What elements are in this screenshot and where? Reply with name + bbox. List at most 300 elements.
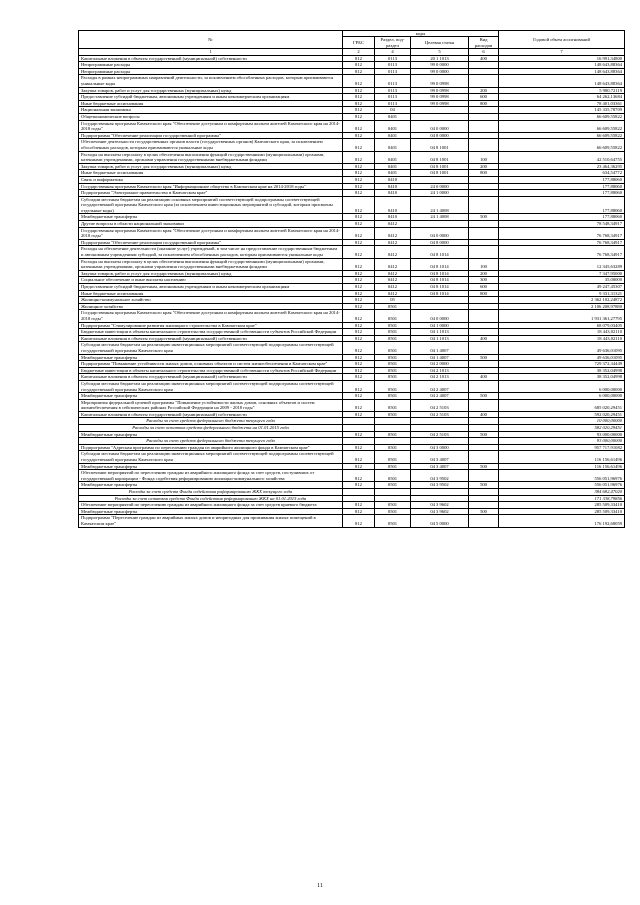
row-grbs: 812 xyxy=(343,502,375,509)
table-row xyxy=(79,62,625,69)
row-target-article xyxy=(411,418,469,425)
row-section: 0501 xyxy=(375,451,411,463)
row-grbs: 812 xyxy=(343,284,375,291)
row-amount: 64 262,13684 xyxy=(499,94,625,101)
row-grbs: 812 xyxy=(343,113,375,120)
table-row xyxy=(79,246,625,258)
row-expense-type xyxy=(469,418,499,425)
row-grbs: 812 xyxy=(343,399,375,411)
row-grbs: 812 xyxy=(343,87,375,94)
row-amount: 171 338,79856 xyxy=(499,495,625,502)
row-amount: 685 020,29451 xyxy=(499,399,625,411)
row-name: Межбюджетные трансферты xyxy=(79,431,343,438)
table-row xyxy=(79,107,625,114)
row-amount: 2 106 208,97880 xyxy=(499,303,625,310)
row-expense-type: 400 xyxy=(469,335,499,342)
table-row xyxy=(79,176,625,183)
row-section: 0410 xyxy=(375,196,411,214)
row-name: Закупка товаров, работ и услуг для государственных (муниципальных) нужд xyxy=(79,87,343,94)
row-expense-type: 400 xyxy=(469,411,499,418)
row-section: 0113 xyxy=(375,75,411,87)
row-name: Обеспечение деятельности государственных органов власти (государственных органов) Камчатского края, за исключением обособленных расходов, которым присваиваются уникальные коды xyxy=(79,139,343,151)
row-target-article xyxy=(411,425,469,432)
row-section: 0113 xyxy=(375,94,411,101)
row-section: 0501 xyxy=(375,335,411,342)
row-name: Расходы за счет средств Фонда содействия реформированию ЖКХ текущего года xyxy=(79,489,343,496)
row-amount: 42 510,64755 xyxy=(499,151,625,163)
row-amount: 9 331,31321 xyxy=(499,290,625,297)
row-amount: 18 443,02110 xyxy=(499,335,625,342)
row-section: 0501 xyxy=(375,310,411,322)
row-grbs: 812 xyxy=(343,246,375,258)
row-amount: 93 000,00000 xyxy=(499,438,625,445)
row-grbs: 812 xyxy=(343,139,375,151)
row-amount: 66 609,55822 xyxy=(499,139,625,151)
row-target-article: 99 0 0000 xyxy=(411,68,469,75)
row-target-article xyxy=(411,489,469,496)
row-section: 0113 xyxy=(375,87,411,94)
row-name: Капитальные вложения в объекты государственной (муниципальной) собственности xyxy=(79,411,343,418)
row-amount: 285 509,33410 xyxy=(499,508,625,515)
row-section: 0501 xyxy=(375,354,411,361)
row-target-article: 24 1 4008 xyxy=(411,196,469,214)
row-expense-type xyxy=(469,310,499,322)
row-target-article: 04 8 1001 xyxy=(411,163,469,170)
row-amount: 6 000,00000 xyxy=(499,380,625,392)
row-section: 0501 xyxy=(375,515,411,527)
table-row xyxy=(79,139,625,151)
row-expense-type: 500 xyxy=(469,214,499,221)
row-target-article: 99 0 0998 xyxy=(411,87,469,94)
row-target-article: 04 8 1014 xyxy=(411,258,469,270)
table-row xyxy=(79,113,625,120)
row-amount: 18 443,02110 xyxy=(499,329,625,336)
row-section: 0401 xyxy=(375,163,411,170)
row-expense-type: 800 xyxy=(469,290,499,297)
row-amount: 66 609,55822 xyxy=(499,120,625,132)
table-row xyxy=(79,399,625,411)
row-amount: 177,88060 xyxy=(499,196,625,214)
row-name: Общеэкономические вопросы xyxy=(79,113,343,120)
row-target-article xyxy=(411,495,469,502)
table-row xyxy=(79,482,625,489)
row-grbs: 812 xyxy=(343,55,375,62)
row-amount: 78 401,03361 xyxy=(499,100,625,107)
header-target-article: Целевая статья xyxy=(411,37,469,49)
row-section: 0412 xyxy=(375,246,411,258)
row-target-article: 04 0 0000 xyxy=(411,310,469,322)
row-amount: 148 643,88364 xyxy=(499,68,625,75)
row-section: 0113 xyxy=(375,68,411,75)
row-expense-type: 500 xyxy=(469,431,499,438)
row-expense-type: 600 xyxy=(469,94,499,101)
row-grbs: 812 xyxy=(343,196,375,214)
row-grbs: 812 xyxy=(343,380,375,392)
row-name: Капитальные вложения в объекты государственной (муниципальной) собственности xyxy=(79,55,343,62)
row-target-article xyxy=(411,438,469,445)
row-expense-type: 100 xyxy=(469,258,499,270)
row-amount: 1 931 361,27795 xyxy=(499,310,625,322)
row-target-article xyxy=(411,297,469,304)
row-expense-type: 400 xyxy=(469,55,499,62)
column-number: 4 xyxy=(375,49,411,55)
row-amount: 38 352,04998 xyxy=(499,374,625,381)
row-name: Подпрограмма "Повышение устойчивости жилых домов, основных объектов и систем жизнеобеспечения в Камчатском крае" xyxy=(79,361,343,368)
row-target-article: 99 0 0998 xyxy=(411,94,469,101)
row-expense-type xyxy=(469,361,499,368)
row-expense-type xyxy=(469,399,499,411)
row-name: Межбюджетные трансферты xyxy=(79,463,343,470)
row-amount: 116 156,61496 xyxy=(499,463,625,470)
row-amount: 76 768,34917 xyxy=(499,239,625,246)
row-name: Межбюджетные трансферты xyxy=(79,482,343,489)
header-number: № xyxy=(79,31,343,49)
table-row xyxy=(79,55,625,62)
row-target-article: 04 2 4007 xyxy=(411,393,469,400)
table-row xyxy=(79,374,625,381)
row-grbs: 812 xyxy=(343,354,375,361)
row-grbs: 812 xyxy=(343,342,375,354)
row-section: 0501 xyxy=(375,303,411,310)
row-name: Социальное обеспечение и иные выплаты населению xyxy=(79,277,343,284)
table-row xyxy=(79,297,625,304)
row-expense-type xyxy=(469,246,499,258)
row-grbs: 812 xyxy=(343,270,375,277)
row-name: Иные бюджетные ассигнования xyxy=(79,290,343,297)
table-row xyxy=(79,221,625,228)
row-grbs: 812 xyxy=(343,367,375,374)
row-expense-type xyxy=(469,68,499,75)
row-grbs: 812 xyxy=(343,329,375,336)
row-name: Мероприятия федеральной целевой программы "Повышение устойчивости жилых домов, основных объектов и систем жизнеобеспечения в сейсмических районах Российской Федерации на 2009 - 2018 годы" xyxy=(79,399,343,411)
row-section: 0501 xyxy=(375,508,411,515)
row-section: 0410 xyxy=(375,183,411,190)
row-name: Жилищно-коммунальное хозяйство xyxy=(79,297,343,304)
row-section xyxy=(375,495,411,502)
row-expense-type xyxy=(469,380,499,392)
table-row xyxy=(79,100,625,107)
row-grbs: 812 xyxy=(343,107,375,114)
row-amount: 148 643,88364 xyxy=(499,75,625,87)
row-target-article: 04 3 9502 xyxy=(411,482,469,489)
row-section: 0412 xyxy=(375,258,411,270)
row-target-article: 04 3 4007 xyxy=(411,463,469,470)
row-name: Государственная программа Камчатского края "Обеспечение доступным и комфортным жильем жителей Камчатского края на 2014-2018 годы" xyxy=(79,120,343,132)
column-number: 6 xyxy=(469,49,499,55)
table-row xyxy=(79,151,625,163)
row-target-article: 04 2 1013 xyxy=(411,374,469,381)
header-annual-volume: Годовой объем ассигнований xyxy=(499,31,625,49)
row-expense-type: 500 xyxy=(469,508,499,515)
table-row xyxy=(79,258,625,270)
row-expense-type xyxy=(469,322,499,329)
budget-table xyxy=(78,30,625,528)
row-amount: 38 352,04998 xyxy=(499,367,625,374)
row-grbs xyxy=(343,418,375,425)
row-grbs: 812 xyxy=(343,508,375,515)
row-section: 0501 xyxy=(375,342,411,354)
row-target-article: 04 0 0000 xyxy=(411,120,469,132)
row-expense-type: 500 xyxy=(469,393,499,400)
row-name: Субсидии местным бюджетам на реализацию инвестиционных мероприятий соответствующей подпрограммы соответствующей государственной программы Камчатского края xyxy=(79,380,343,392)
header-grbs: ГРБС xyxy=(343,37,375,49)
row-name: Государственная программа Камчатского края "Информационное общество в Камчатском крае на 2014-2018 годы" xyxy=(79,183,343,190)
row-grbs: 812 xyxy=(343,361,375,368)
row-name: Подпрограмма "Электронное правительство в Камчатском крае" xyxy=(79,190,343,197)
row-amount: 49 636,01095 xyxy=(499,354,625,361)
row-name: Другие вопросы в области национальной экономики xyxy=(79,221,343,228)
row-name: Иные бюджетные ассигнования xyxy=(79,100,343,107)
row-grbs: 812 xyxy=(343,75,375,87)
row-section xyxy=(375,418,411,425)
row-section: 0412 xyxy=(375,227,411,239)
row-expense-type: 400 xyxy=(469,374,499,381)
row-target-article xyxy=(411,107,469,114)
row-grbs: 812 xyxy=(343,463,375,470)
table-row-note xyxy=(79,438,625,445)
row-target-article: 04 8 1014 xyxy=(411,290,469,297)
row-section: 0501 xyxy=(375,411,411,418)
row-name: Предоставление субсидий бюджетным, автономным учреждениям и иным некоммерческим организациям xyxy=(79,94,343,101)
row-section: 0113 xyxy=(375,100,411,107)
row-name: Расходы за счет остатков средств федерального бюджета на 01.01.2015 года xyxy=(79,425,343,432)
row-name: Подпрограмма "Обеспечение реализации государственной программы" xyxy=(79,132,343,139)
row-section: 05 xyxy=(375,297,411,304)
row-expense-type: 500 xyxy=(469,482,499,489)
row-expense-type xyxy=(469,342,499,354)
row-section: 0401 xyxy=(375,113,411,120)
row-section: 0501 xyxy=(375,502,411,509)
row-grbs: 812 xyxy=(343,214,375,221)
row-expense-type xyxy=(469,183,499,190)
row-grbs: 812 xyxy=(343,470,375,482)
row-name: Иные бюджетные ассигнования xyxy=(79,170,343,177)
table-row xyxy=(79,94,625,101)
row-expense-type xyxy=(469,176,499,183)
row-amount: 68 079,03405 xyxy=(499,322,625,329)
row-amount: 76 768,34917 xyxy=(499,246,625,258)
table-row xyxy=(79,354,625,361)
table-row-note xyxy=(79,495,625,502)
row-target-article: 04 3 9602 xyxy=(411,502,469,509)
row-section: 0113 xyxy=(375,55,411,62)
row-name: Подпрограмма "Адресная программа по переселению граждан из аварийного жилищного фонда в Камчатском крае" xyxy=(79,444,343,451)
row-amount: 177,88060 xyxy=(499,214,625,221)
page-number: 11 xyxy=(317,883,323,889)
row-amount: 177,88060 xyxy=(499,176,625,183)
row-name: Расходы за счет средств федерального бюджета текущего года xyxy=(79,418,343,425)
row-target-article: 04 8 1014 xyxy=(411,284,469,291)
row-grbs: 812 xyxy=(343,482,375,489)
row-target-article: 04 1 0000 xyxy=(411,322,469,329)
row-name: Межбюджетные трансферты xyxy=(79,354,343,361)
row-name: Обеспечение мероприятий по переселению граждан из аварийного жилищного фонда за счет средств краевого бюджета xyxy=(79,502,343,509)
row-expense-type: 800 xyxy=(469,170,499,177)
row-grbs xyxy=(343,489,375,496)
row-grbs: 812 xyxy=(343,431,375,438)
table-row xyxy=(79,170,625,177)
row-target-article: 24 0 0000 xyxy=(411,183,469,190)
row-grbs: 812 xyxy=(343,170,375,177)
row-amount: 66 609,55822 xyxy=(499,113,625,120)
row-expense-type xyxy=(469,438,499,445)
row-target-article: 04 2 1013 xyxy=(411,367,469,374)
row-target-article: 24 1 0000 xyxy=(411,190,469,197)
row-amount: 49 636,01095 xyxy=(499,342,625,354)
row-section xyxy=(375,425,411,432)
row-expense-type xyxy=(469,515,499,527)
row-target-article: 04 1 4007 xyxy=(411,342,469,354)
table-row xyxy=(79,196,625,214)
table-row xyxy=(79,367,625,374)
row-amount: 285 509,33410 xyxy=(499,502,625,509)
row-expense-type xyxy=(469,451,499,463)
row-grbs: 812 xyxy=(343,120,375,132)
row-expense-type: 200 xyxy=(469,163,499,170)
row-section xyxy=(375,489,411,496)
table-row xyxy=(79,120,625,132)
row-amount: 592 020,29451 xyxy=(499,411,625,418)
row-expense-type: 600 xyxy=(469,284,499,291)
row-expense-type: 200 xyxy=(469,87,499,94)
row-target-article: 04 1 1013 xyxy=(411,329,469,336)
row-expense-type xyxy=(469,303,499,310)
table-row xyxy=(79,431,625,438)
row-section: 0501 xyxy=(375,431,411,438)
row-grbs: 812 xyxy=(343,290,375,297)
table-header xyxy=(79,31,625,56)
row-section: 0501 xyxy=(375,399,411,411)
row-target-article: 04 8 1001 xyxy=(411,151,469,163)
row-target-article: 99 0 0000 xyxy=(411,62,469,69)
row-target-article: 04 2 0000 xyxy=(411,361,469,368)
table-row xyxy=(79,214,625,221)
row-expense-type xyxy=(469,132,499,139)
row-grbs: 812 xyxy=(343,227,375,239)
row-section: 0501 xyxy=(375,393,411,400)
row-target-article: 04 0 0000 xyxy=(411,227,469,239)
row-section: 0401 xyxy=(375,120,411,132)
row-grbs: 812 xyxy=(343,515,375,527)
row-grbs: 812 xyxy=(343,221,375,228)
table-row xyxy=(79,361,625,368)
table-row xyxy=(79,329,625,336)
row-name: Бюджетные инвестиции в объекты капитального строительства государственной собственности субъектов Российской Федерации xyxy=(79,329,343,336)
row-amount: 556 051,96976 xyxy=(499,482,625,489)
table-row xyxy=(79,75,625,87)
table-row xyxy=(79,87,625,94)
row-section: 0412 xyxy=(375,270,411,277)
budget-page xyxy=(78,30,624,528)
row-amount: 582 020,29451 xyxy=(499,425,625,432)
row-grbs: 812 xyxy=(343,258,375,270)
row-amount: 384 682,47020 xyxy=(499,489,625,496)
row-section: 0401 xyxy=(375,132,411,139)
row-grbs: 812 xyxy=(343,151,375,163)
row-section: 0412 xyxy=(375,290,411,297)
table-row-note xyxy=(79,425,625,432)
table-row xyxy=(79,463,625,470)
row-expense-type xyxy=(469,221,499,228)
row-name: Предоставление субсидий бюджетным, автономным учреждениям и иным некоммерческим организациям xyxy=(79,284,343,291)
row-grbs: 812 xyxy=(343,310,375,322)
table-row-note xyxy=(79,489,625,496)
row-amount: 176 192,68059 xyxy=(499,515,625,527)
row-target-article: 04 2 5103 xyxy=(411,411,469,418)
row-name: Подпрограмма "Переселение граждан из аварийных жилых домов и непригодных для проживания жилых помещений в Камчатском крае" xyxy=(79,515,343,527)
row-expense-type: 800 xyxy=(469,100,499,107)
row-amount: 10 000,00000 xyxy=(499,418,625,425)
table-row xyxy=(79,132,625,139)
row-grbs: 812 xyxy=(343,335,375,342)
row-section: 0501 xyxy=(375,482,411,489)
table-row xyxy=(79,284,625,291)
row-section: 0410 xyxy=(375,176,411,183)
table-body xyxy=(79,55,625,527)
header-section: Раздел, под-раздел xyxy=(375,37,411,49)
column-number: 7 xyxy=(499,49,625,55)
row-target-article: 04 3 9502 xyxy=(411,470,469,482)
row-amount: 12 345,63289 xyxy=(499,258,625,270)
row-amount: 35,00000 xyxy=(499,277,625,284)
row-target-article: 04 8 1014 xyxy=(411,246,469,258)
row-expense-type xyxy=(469,329,499,336)
row-name: Расходы за счет средств федерального бюджета текущего года xyxy=(79,438,343,445)
row-amount: 556 051,96976 xyxy=(499,470,625,482)
row-target-article: 04 8 0000 xyxy=(411,239,469,246)
row-section: 0501 xyxy=(375,329,411,336)
row-name: Непрограммные расходы xyxy=(79,68,343,75)
row-target-article: 99 0 0998 xyxy=(411,75,469,87)
row-name: Межбюджетные трансферты xyxy=(79,214,343,221)
row-name: Расходы в рамках непрограммных направлений деятельности, за исключением обособленных расходов, которым присваиваются уникальные коды xyxy=(79,75,343,87)
row-target-article: 04 5 0000 xyxy=(411,515,469,527)
row-amount: 177,88060 xyxy=(499,183,625,190)
row-expense-type: 300 xyxy=(469,277,499,284)
row-section: 0401 xyxy=(375,151,411,163)
row-grbs: 812 xyxy=(343,451,375,463)
row-grbs: 812 xyxy=(343,322,375,329)
row-name: Непрограммные расходы xyxy=(79,62,343,69)
row-amount: 66 609,55822 xyxy=(499,132,625,139)
row-expense-type: 500 xyxy=(469,463,499,470)
row-section: 0501 xyxy=(375,444,411,451)
row-section: 0501 xyxy=(375,470,411,482)
row-expense-type xyxy=(469,196,499,214)
row-grbs: 812 xyxy=(343,393,375,400)
row-name: Связь и информатика xyxy=(79,176,343,183)
row-section: 0501 xyxy=(375,367,411,374)
row-grbs: 812 xyxy=(343,303,375,310)
table-row-note xyxy=(79,418,625,425)
table-row xyxy=(79,380,625,392)
row-target-article: 04 3 9602 xyxy=(411,508,469,515)
row-name: Жилищное хозяйство xyxy=(79,303,343,310)
row-amount: 16 991,34800 xyxy=(499,55,625,62)
row-grbs: 812 xyxy=(343,176,375,183)
row-grbs xyxy=(343,438,375,445)
row-name: Государственная программа Камчатского края "Обеспечение доступным и комфортным жильем жителей Камчатского края на 2014-2018 годы" xyxy=(79,227,343,239)
table-row xyxy=(79,393,625,400)
table-row xyxy=(79,227,625,239)
row-section: 0410 xyxy=(375,190,411,197)
row-grbs: 812 xyxy=(343,411,375,418)
header-expense-type: Вид расходов xyxy=(469,37,499,49)
row-amount: 5 980,72119 xyxy=(499,87,625,94)
row-grbs: 812 xyxy=(343,239,375,246)
row-section: 0501 xyxy=(375,374,411,381)
row-amount: 729 372,34449 xyxy=(499,361,625,368)
